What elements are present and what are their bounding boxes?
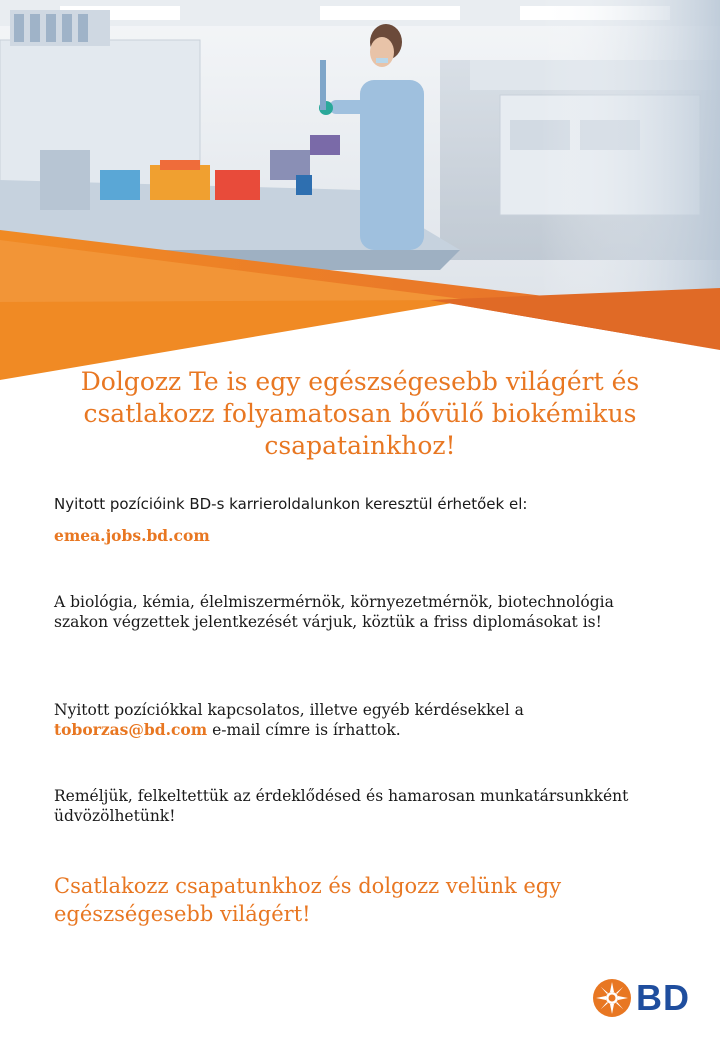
contact-text-after: e-mail címre is írhattok. — [207, 721, 401, 739]
recruiting-email-link[interactable]: toborzas@bd.com — [54, 720, 208, 739]
bd-logo-wordmark: BD — [636, 977, 690, 1018]
hope-paragraph: Reméljük, felkeltettük az érdeklődésed és hamarosan munkatársunkként üdvözölhetünk! — [54, 787, 629, 825]
page-headline: Dolgozz Te is egy egészségesebb világért és csatlakozz folyamatosan bővülő biokémikus csapatainkhoz! — [80, 367, 640, 460]
lab-scene-illustration — [0, 0, 720, 380]
closing-call-to-action: Csatlakozz csapatunkhoz és dolgozz velünk egy egészségesebb világért! — [54, 874, 562, 926]
bd-starburst-icon — [592, 978, 632, 1018]
contact-text-before: Nyitott pozíciókkal kapcsolatos, illetve egyéb kérdésekkel a — [54, 701, 524, 719]
intro-text: Nyitott pozícióink BD-s karrieroldalunkon keresztül érhetőek el: — [54, 495, 528, 513]
hero-lab-photo — [0, 0, 720, 380]
contact-paragraph — [54, 700, 654, 740]
careers-link[interactable]: emea.jobs.bd.com — [54, 526, 210, 545]
bd-logo — [592, 976, 702, 1020]
fields-paragraph: A biológia, kémia, élelmiszermérnök, környezetmérnök, biotechnológia szakon végzettek jelentkezését várjuk, köztük a friss diplomásokat is! — [54, 593, 614, 631]
